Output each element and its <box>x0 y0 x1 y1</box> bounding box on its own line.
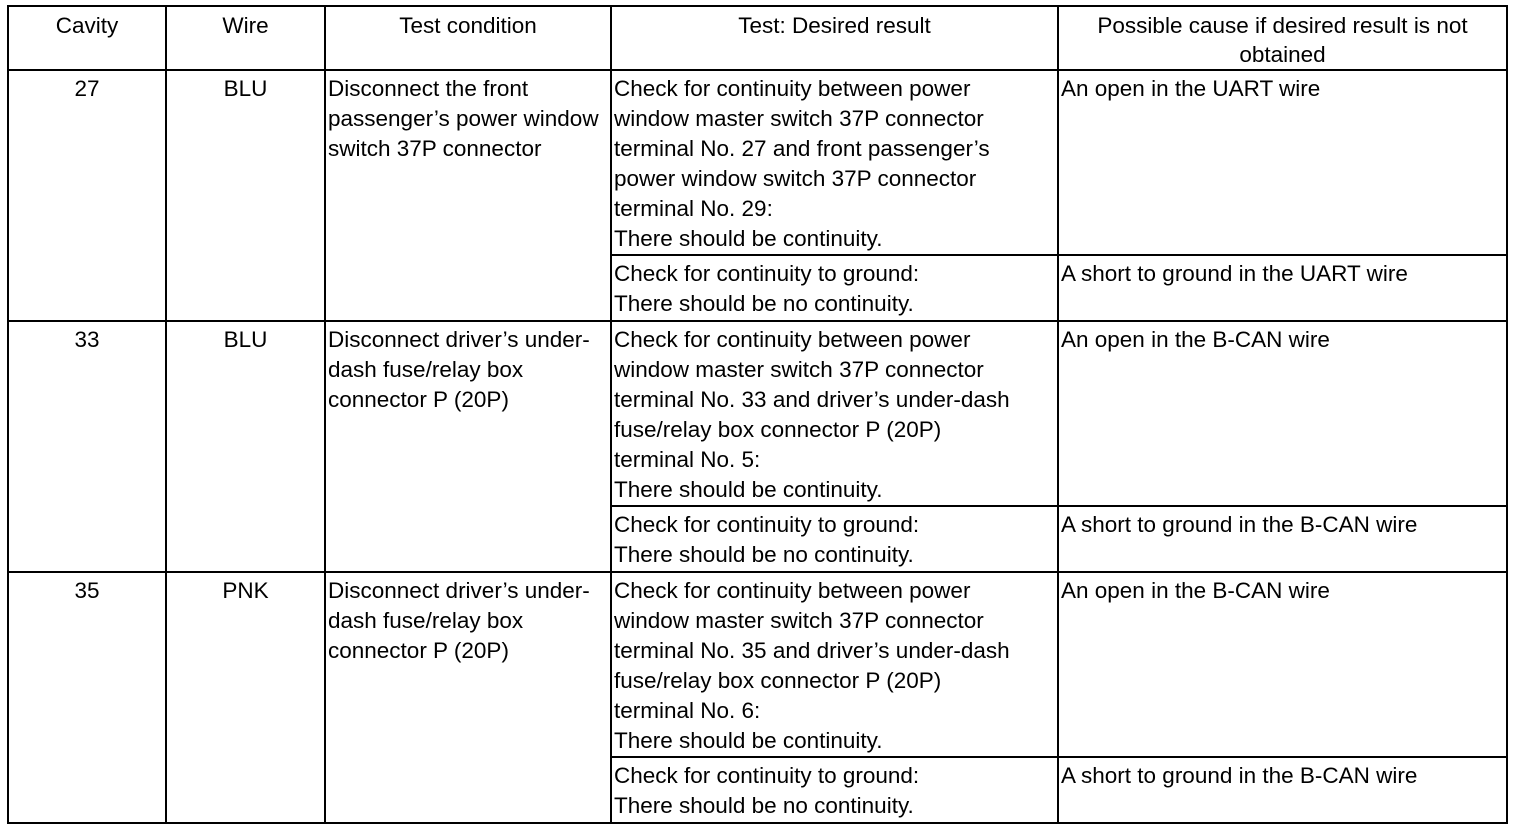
cavity-cell: 27 <box>8 70 166 321</box>
table-row <box>8 70 1507 255</box>
result-cell: Check for continuity to ground: There should be no continuity. <box>611 506 1058 572</box>
table-row <box>8 572 1507 757</box>
troubleshooting-table <box>7 5 1508 824</box>
wire-cell: BLU <box>166 321 325 572</box>
cause-cell: A short to ground in the B-CAN wire <box>1058 506 1507 572</box>
result-cell: Check for continuity between power window master switch 37P connector terminal No. 27 and front passenger’s power window switch 37P connector terminal No. 29: There should be continuity. <box>611 70 1058 255</box>
condition-cell: Disconnect the front passenger’s power window switch 37P connector <box>325 70 611 321</box>
header-possible-cause: Possible cause if desired result is not obtained <box>1058 6 1507 70</box>
cause-cell: An open in the B-CAN wire <box>1058 321 1507 506</box>
cause-cell: An open in the B-CAN wire <box>1058 572 1507 757</box>
table-row <box>8 321 1507 506</box>
header-desired-result: Test: Desired result <box>611 6 1058 70</box>
header-test-condition: Test condition <box>325 6 611 70</box>
wire-cell: PNK <box>166 572 325 823</box>
result-cell: Check for continuity to ground: There should be no continuity. <box>611 255 1058 321</box>
cause-cell: A short to ground in the B-CAN wire <box>1058 757 1507 823</box>
header-wire: Wire <box>166 6 325 70</box>
cavity-cell: 33 <box>8 321 166 572</box>
condition-cell: Disconnect driver’s under-dash fuse/relay box connector P (20P) <box>325 572 611 823</box>
header-cavity: Cavity <box>8 6 166 70</box>
result-cell: Check for continuity between power window master switch 37P connector terminal No. 35 and driver’s under-dash fuse/relay box connector P (20P) terminal No. 6: There should be continuity. <box>611 572 1058 757</box>
result-cell: Check for continuity between power window master switch 37P connector terminal No. 33 and driver’s under-dash fuse/relay box connector P (20P) terminal No. 5: There should be continuity. <box>611 321 1058 506</box>
condition-cell: Disconnect driver’s under-dash fuse/relay box connector P (20P) <box>325 321 611 572</box>
wire-cell: BLU <box>166 70 325 321</box>
result-cell: Check for continuity to ground: There should be no continuity. <box>611 757 1058 823</box>
cause-cell: An open in the UART wire <box>1058 70 1507 255</box>
header-row <box>8 6 1507 70</box>
cause-cell: A short to ground in the UART wire <box>1058 255 1507 321</box>
cavity-cell: 35 <box>8 572 166 823</box>
